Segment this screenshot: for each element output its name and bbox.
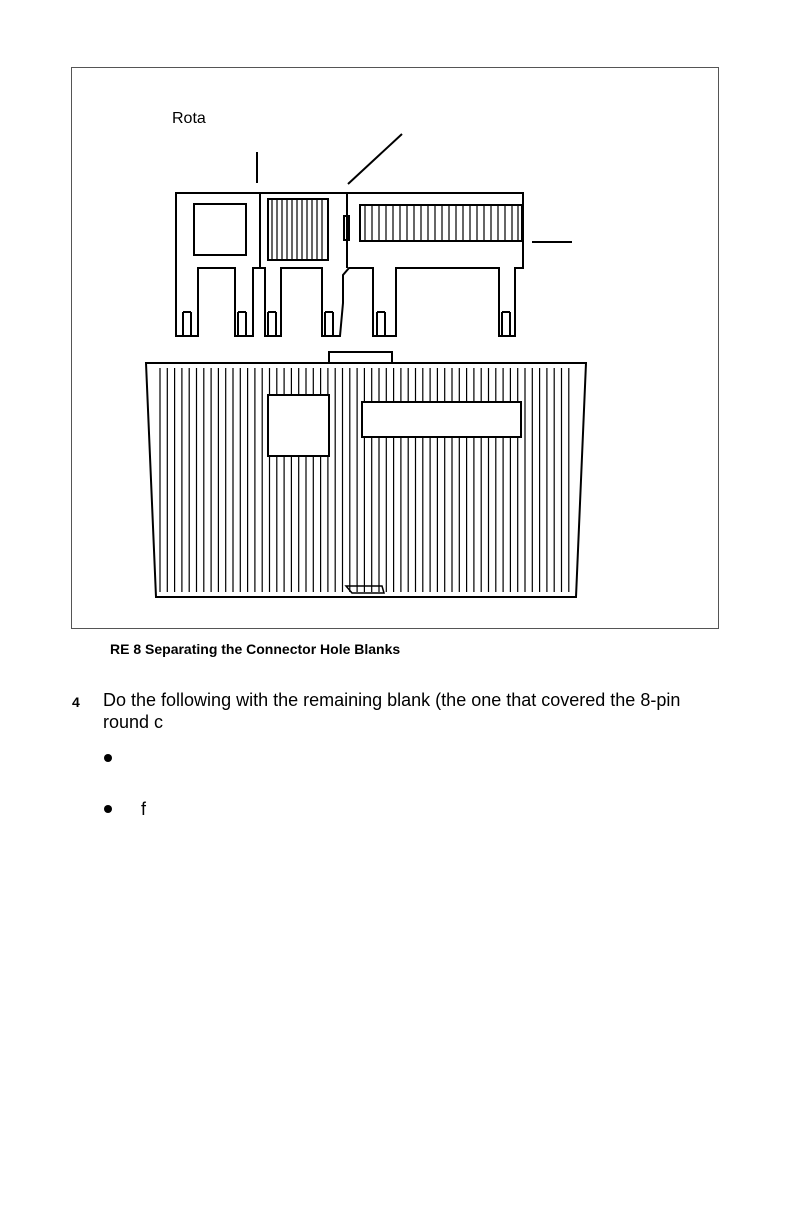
callout-label: Rota (172, 110, 206, 127)
rib-pattern-small (272, 200, 322, 259)
bullet-text: f (141, 799, 147, 819)
step-text: Do the following with the remaining blank (the one that covered the 8-pin round c (103, 690, 681, 732)
rear-cover (146, 352, 586, 597)
bullet-icon (104, 805, 112, 813)
figure-caption: RE 8 Separating the Connector Hole Blanks (110, 641, 401, 657)
cover-square-opening (268, 395, 329, 456)
leader-line (348, 134, 402, 184)
bullet-icon (104, 754, 112, 762)
step-number: 4 (72, 694, 80, 710)
rib-pattern-long (365, 206, 518, 240)
connector-blank-outline (176, 193, 523, 336)
square-blank (194, 204, 246, 255)
cover-rectangular-opening (362, 402, 521, 437)
